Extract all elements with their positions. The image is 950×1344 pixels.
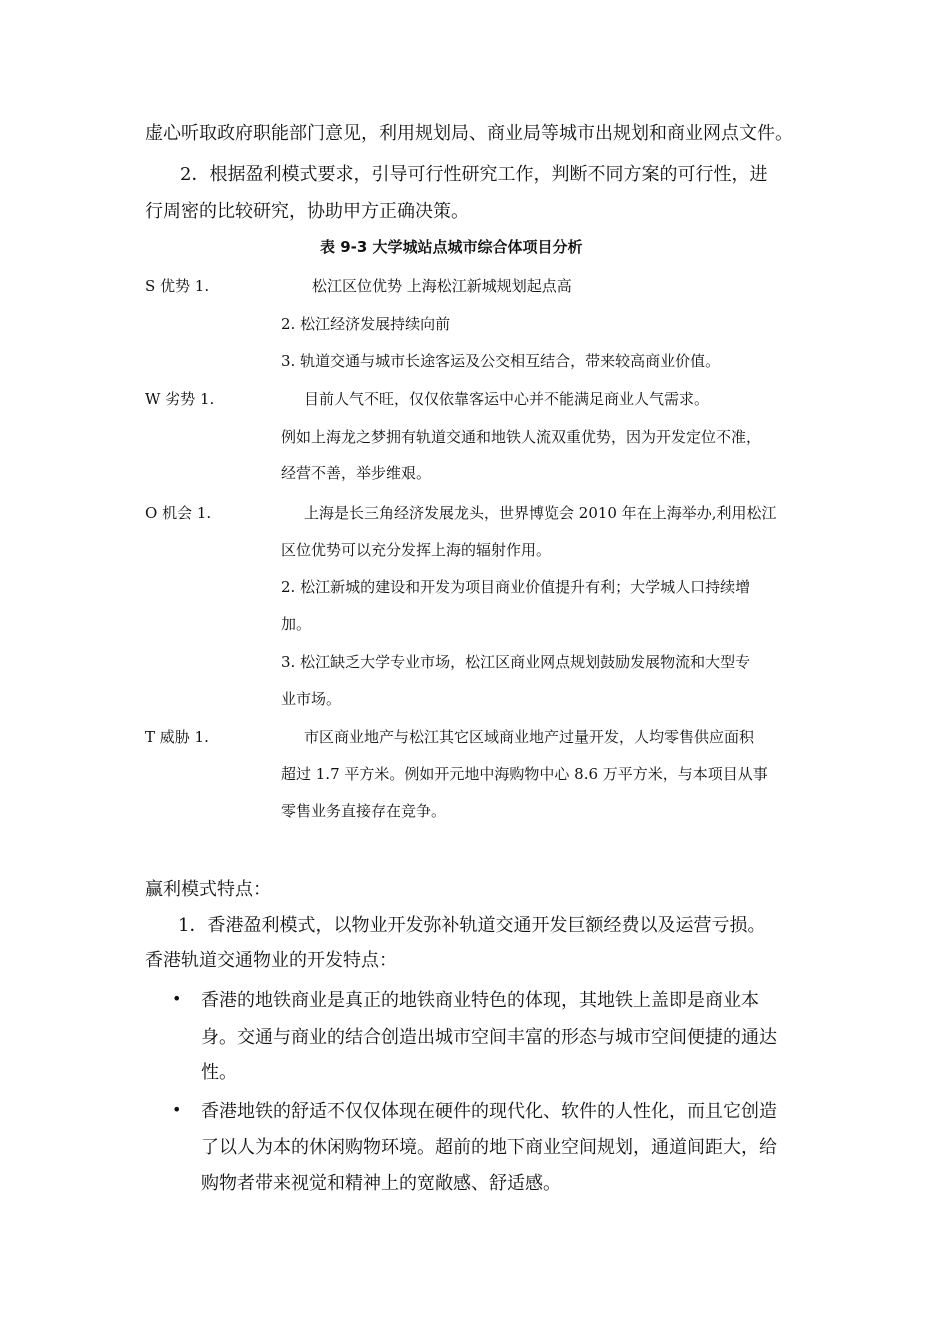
- bullet-text-line: 身。交通与商业的结合创造出城市空间丰富的形态与城市空间便捷的通达: [201, 1027, 777, 1048]
- table-row-text: 上海是长三角经济发展龙头，世界博览会 2010 年在上海举办,利用松江: [304, 504, 777, 522]
- table-row-text: 例如上海龙之梦拥有轨道交通和地铁人流双重优势，因为开发定位不准，: [281, 428, 762, 446]
- profit-subheading: 香港轨道交通物业的开发特点：: [145, 950, 397, 971]
- bullet-icon: •: [172, 989, 182, 1008]
- table-row-text: 3. 轨道交通与城市长途客运及公交相互结合，带来较高商业价值。: [281, 352, 721, 370]
- profit-heading: 赢利模式特点：: [145, 879, 271, 900]
- table-row-text: 区位优势可以充分发挥上海的辐射作用。: [281, 541, 552, 559]
- intro-line-1: 虚心听取政府职能部门意见，利用规划局、商业局等城市出规划和商业网点文件。: [145, 123, 793, 144]
- intro-item-2-line-1: 2．根据盈利模式要求，引导可行性研究工作，判断不同方案的可行性，进: [180, 164, 768, 185]
- bullet-text-line: 购物者带来视觉和精神上的宽敞感、舒适感。: [201, 1173, 561, 1194]
- table-title: 表 9-3 大学城站点城市综合体项目分析: [320, 238, 583, 256]
- swot-label-strength: S 优势 1.: [145, 277, 210, 295]
- table-row-text: 市区商业地产与松江其它区域商业地产过量开发，人均零售供应面积: [304, 728, 755, 746]
- bullet-text-line: 了以人为本的休闲购物环境。超前的地下商业空间规划，通道间距大，给: [201, 1137, 777, 1158]
- table-row-text: 超过 1.7 平方米。例如开元地中海购物中心 8.6 万平方米，与本项目从事: [281, 765, 768, 783]
- table-row-text: 业市场。: [281, 690, 342, 708]
- table-row-text: 3. 松江缺乏大学专业市场，松江区商业网点规划鼓励发展物流和大型专: [281, 653, 751, 671]
- swot-label-opportunity: O 机会 1.: [145, 504, 212, 522]
- table-row-text: 2. 松江新城的建设和开发为项目商业价值提升有利；大学城人口持续增: [281, 578, 751, 596]
- swot-label-threat: T 威胁 1.: [145, 728, 209, 746]
- table-row-text: 经营不善，举步维艰。: [281, 464, 432, 482]
- swot-label-weakness: W 劣势 1.: [145, 390, 215, 408]
- table-row-text: 松江区位优势 上海松江新城规划起点高: [312, 277, 572, 295]
- bullet-icon: •: [172, 1100, 182, 1119]
- table-row-text: 零售业务直接存在竞争。: [281, 802, 447, 820]
- bullet-text-line: 香港的地铁商业是真正的地铁商业特色的体现，其地铁上盖即是商业本: [201, 990, 759, 1011]
- bullet-text-line: 香港地铁的舒适不仅仅体现在硬件的现代化、软件的人性化，而且它创造: [201, 1101, 777, 1122]
- table-row-text: 目前人气不旺，仅仅依靠客运中心并不能满足商业人气需求。: [304, 390, 710, 408]
- profit-item-1: 1．香港盈利模式，以物业开发弥补轨道交通开发巨额经费以及运营亏损。: [178, 915, 766, 936]
- intro-item-2-line-2: 行周密的比较研究，协助甲方正确决策。: [145, 201, 469, 222]
- bullet-text-line: 性。: [201, 1062, 237, 1083]
- table-row-text: 2. 松江经济发展持续向前: [281, 315, 451, 333]
- table-row-text: 加。: [281, 615, 312, 633]
